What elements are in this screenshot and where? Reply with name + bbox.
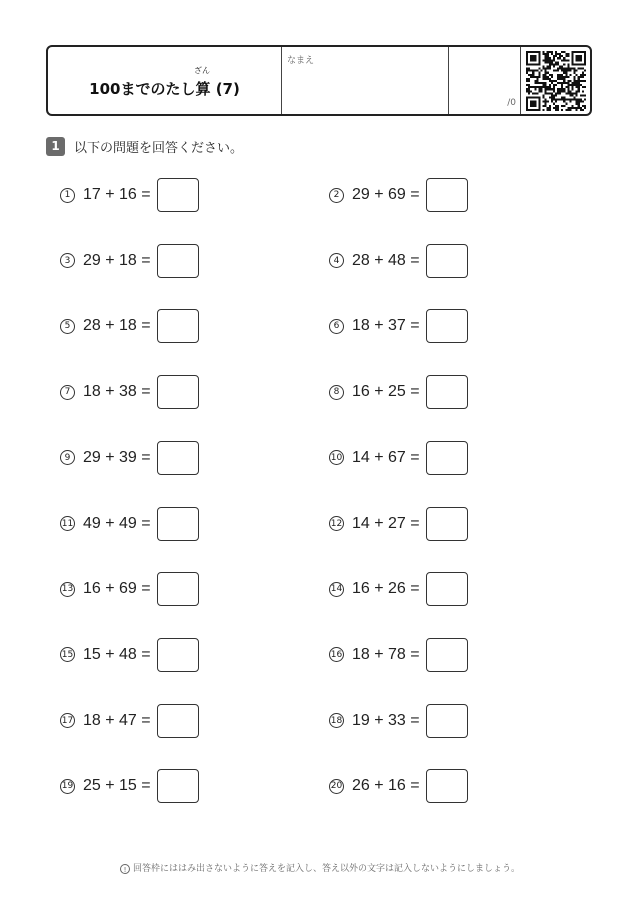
problem-expression: 25 + 15 = [83,777,151,795]
problem-number: 1 [60,188,75,203]
problem-number: 7 [60,385,75,400]
problem-item [329,572,468,606]
score-label: /0 [507,98,516,108]
name-field[interactable] [281,47,449,114]
problem-number: 18 [329,713,344,728]
answer-box[interactable] [426,375,468,409]
problem-number: 4 [329,253,344,268]
problem-item [60,769,199,803]
problem-item [60,441,199,475]
answer-box[interactable] [426,178,468,212]
problem-expression: 29 + 69 = [352,186,420,203]
worksheet-header [46,45,592,116]
problem-number: 17 [60,713,75,728]
problem-item [329,309,468,343]
problem-item [60,178,199,212]
problem-number: 9 [60,450,75,465]
problem-expression: 49 + 49 = [83,514,151,532]
worksheet-title: 100までのたし算 (7) [89,80,240,98]
answer-box[interactable] [157,704,199,738]
problem-item [329,441,468,475]
problem-expression: 18 + 78 = [352,645,420,663]
info-icon: ! [120,864,130,874]
problem-number: 10 [329,450,344,465]
problem-expression: 16 + 26 = [352,580,420,598]
problem-item [60,704,199,738]
answer-box[interactable] [426,441,468,475]
answer-box[interactable] [426,572,468,606]
answer-box[interactable] [157,178,199,212]
problem-expression: 14 + 27 = [352,514,420,532]
problem-expression: 16 + 69 = [83,580,151,598]
answer-box[interactable] [157,441,199,475]
answer-box[interactable] [157,572,199,606]
problem-item [329,507,468,541]
answer-box[interactable] [157,244,199,278]
answer-box[interactable] [157,507,199,541]
section-number-badge: 1 [46,137,65,156]
answer-box[interactable] [157,375,199,409]
problem-expression: 19 + 33 = [352,711,420,729]
problem-expression: 18 + 47 = [83,711,151,729]
problem-item [329,704,468,738]
problem-item [60,375,199,409]
problem-expression: 29 + 39 = [83,448,151,466]
answer-box[interactable] [426,638,468,672]
answer-box[interactable] [426,309,468,343]
section-instruction: 以下の問題を回答ください。 [74,140,244,156]
problem-expression: 28 + 48 = [352,251,420,269]
answer-box[interactable] [426,244,468,278]
problem-expression: 18 + 37 = [352,317,420,335]
answer-box[interactable] [157,769,199,803]
title-cell [48,47,282,114]
problem-expression: 28 + 18 = [83,317,151,335]
problem-number: 16 [329,647,344,662]
score-field [448,47,521,114]
problem-number: 6 [329,319,344,334]
problem-number: 14 [329,582,344,597]
answer-box[interactable] [157,309,199,343]
problem-item [60,507,199,541]
answer-box[interactable] [426,507,468,541]
problem-item [60,572,199,606]
problem-expression: 16 + 25 = [352,383,420,401]
answer-box[interactable] [426,769,468,803]
name-label: なまえ [287,56,315,66]
problem-item [329,178,468,212]
problem-expression: 26 + 16 = [352,777,420,795]
problem-expression: 15 + 48 = [83,645,151,663]
problem-number: 2 [329,188,344,203]
section-heading [46,136,243,156]
problem-number: 3 [60,253,75,268]
problem-number: 8 [329,385,344,400]
problem-item [60,244,199,278]
problem-number: 5 [60,319,75,334]
problem-number: 15 [60,647,75,662]
problem-item [329,769,468,803]
problem-expression: 14 + 67 = [352,448,420,466]
problem-number: 11 [60,516,75,531]
answer-box[interactable] [426,704,468,738]
footer-text: 回答枠にははみ出さないように答えを記入し、答え以外の文字は記入しないようにしましょう。 [132,864,520,874]
title-ruby: ざん [194,66,210,75]
problem-item [329,244,468,278]
problem-item [329,638,468,672]
problem-number: 19 [60,779,75,794]
problem-expression: 29 + 18 = [83,251,151,269]
problem-item [329,375,468,409]
problem-expression: 18 + 38 = [83,383,151,401]
problem-number: 20 [329,779,344,794]
problem-item [60,638,199,672]
problem-expression: 17 + 16 = [83,186,151,203]
problem-item [60,309,199,343]
problem-number: 12 [329,516,344,531]
qr-code-icon [526,51,586,111]
answer-box[interactable] [157,638,199,672]
problem-number: 13 [60,582,75,597]
footer-note [0,861,640,874]
